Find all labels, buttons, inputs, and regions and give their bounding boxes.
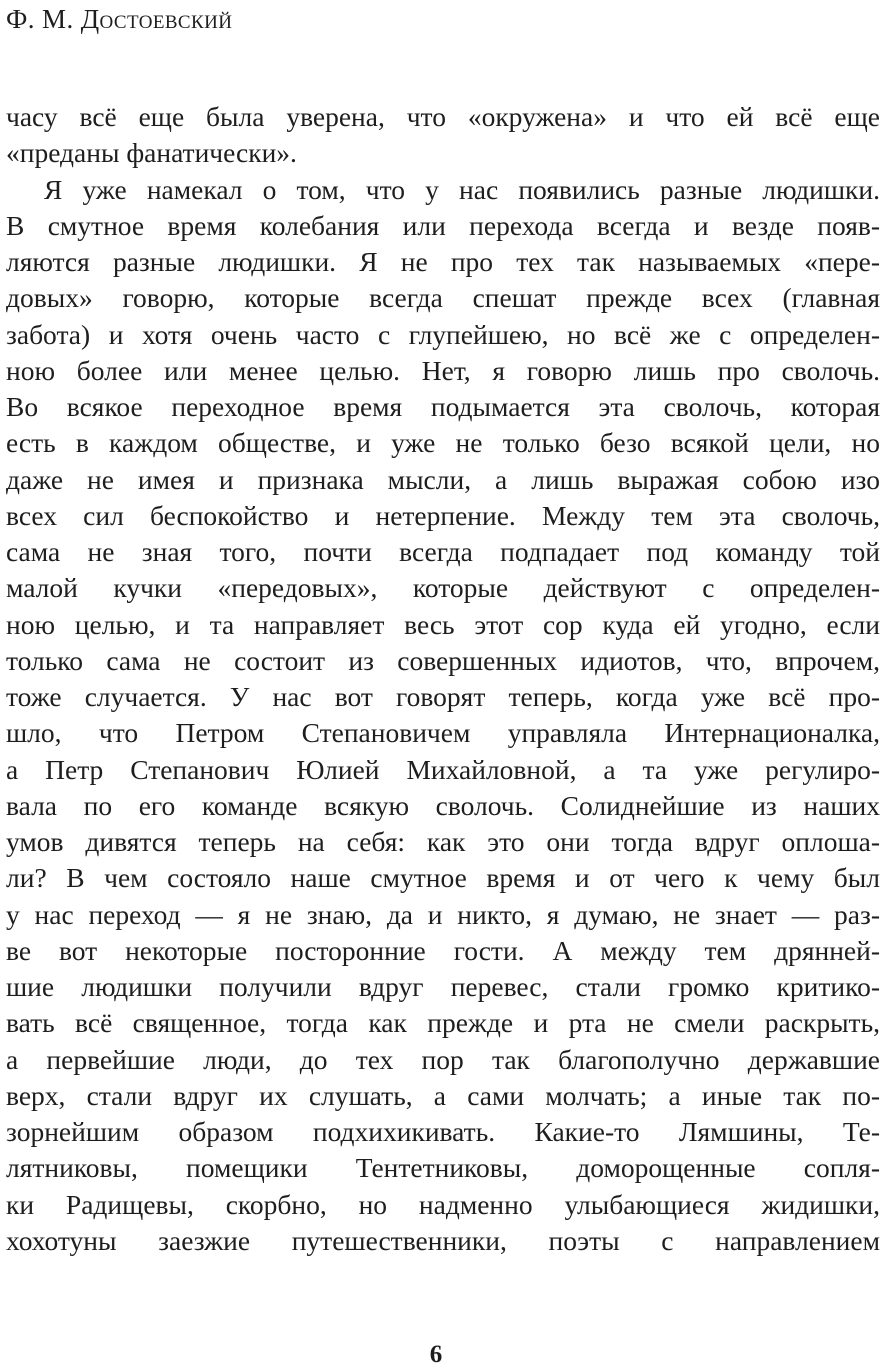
text-line: даже не имея и признака мысли, а лишь выражая собою изо — [6, 463, 880, 495]
text-line: только сама не состоит из совершенных идиотов, что, впрочем, — [6, 644, 880, 676]
page-text — [6, 99, 880, 1259]
text-line: есть в каждом обществе, и уже не только безо всякой цели, но — [6, 427, 880, 459]
text-line: зорнейшим образом подхихикивать. Какие-то Лямшины, Те- — [6, 1116, 880, 1147]
text-line: довых» говорю, которые всегда спешат прежде всех (главная — [6, 282, 880, 314]
text-line: ляются разные людишки. Я не про тех так называемых «пере- — [6, 246, 880, 277]
text-line: ли? В чем состояло наше смутное время и от чего к чему был — [6, 862, 880, 894]
text-line: «преданы фанатически». — [6, 137, 297, 169]
text-line: ною целью, и та направляет весь этот сор куда ей угодно, если — [6, 608, 880, 640]
text-line: всех сил беспокойство и нетерпение. Между тем эта сволочь, — [6, 499, 880, 531]
text-line: вать всё священное, тогда как прежде и рта не смели раскрыть, — [6, 1007, 880, 1039]
text-line: Во всякое переходное время подымается эта сволочь, которая — [6, 391, 880, 422]
text-line: малой кучки «передовых», которые действуют с определен- — [6, 572, 880, 604]
text-line: а первейшие люди, до тех пор так благополучно державшие — [6, 1043, 880, 1075]
text-line: ною более или менее целью. Нет, я говорю лишь про сволочь. — [6, 354, 880, 386]
text-line: сама не зная того, почти всегда подпадает под команду той — [6, 536, 880, 567]
text-line: у нас переход — я не знаю, да и никто, я думаю, не знает — раз- — [6, 898, 880, 930]
page-number: 6 — [429, 1341, 443, 1368]
text-line: ве вот некоторые посторонние гости. А между тем дрянней- — [6, 934, 880, 966]
text-line: шло, что Петром Степановичем управляла Интернационалка, — [6, 717, 880, 749]
text-line: ки Радищевы, скорбно, но надменно улыбающиеся жидишки, — [6, 1188, 880, 1220]
text-line: шие людишки получили вдруг перевес, стали громко критико- — [6, 971, 880, 1002]
text-line: умов дивятся теперь на себя: как это они тогда вдруг оплоша- — [6, 826, 880, 857]
text-line: лятниковы, помещики Тентетниковы, доморощенные сопля- — [6, 1152, 880, 1184]
text-line: тоже случается. У нас вот говорят теперь, когда уже всё про- — [6, 681, 880, 712]
text-line: а Петр Степанович Юлией Михайловной, а та уже регулиро- — [6, 753, 880, 785]
text-line: хохотуны заезжие путешественники, поэты с направлением — [6, 1224, 880, 1256]
text-line: забота) и хотя очень часто с глупейшею, но всё же с определен- — [6, 318, 880, 350]
text-line: вала по его команде всякую сволочь. Солиднейшие из наших — [6, 789, 880, 821]
running-head: Ф. М. Достоевский — [6, 4, 233, 34]
text-line: часу всё еще была уверена, что «окружена» и что ей всё еще — [6, 101, 880, 132]
text-line: Я уже намекал о том, что у нас появились разные людишки. — [44, 173, 880, 205]
text-line: верх, стали вдруг их слушать, а сами молчать; а иные так по- — [6, 1079, 880, 1111]
text-line: В смутное время колебания или перехода всегда и везде появ- — [6, 209, 880, 241]
